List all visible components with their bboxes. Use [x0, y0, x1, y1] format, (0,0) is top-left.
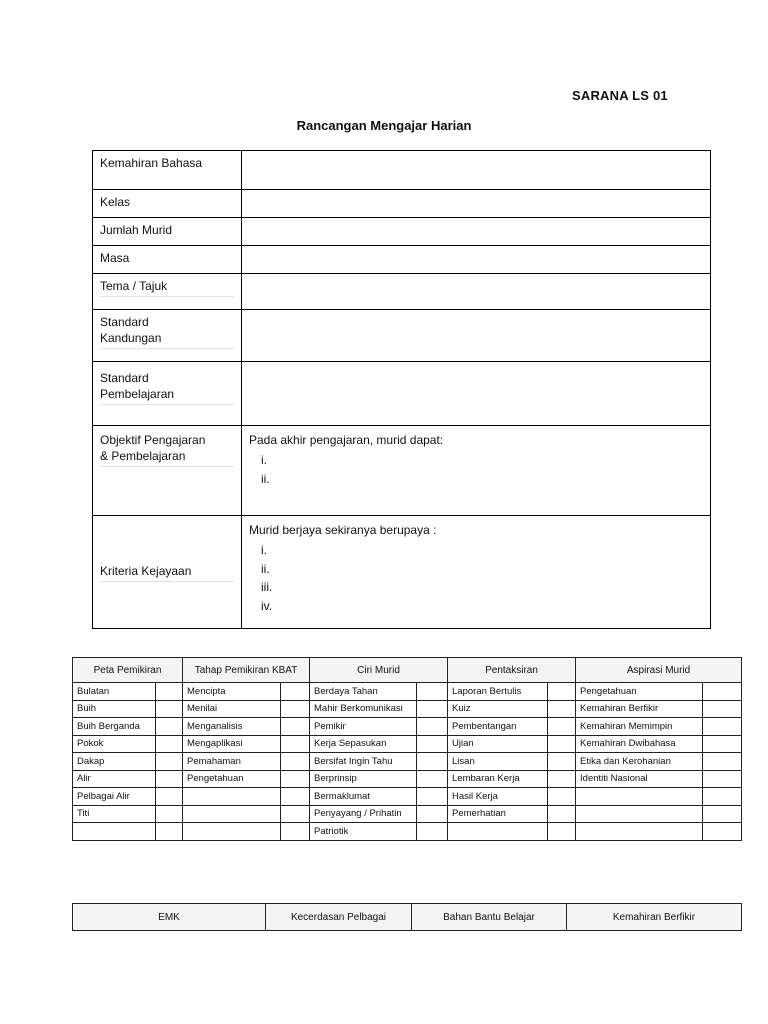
header-kemahiran-berfikir: Kemahiran Berfikir [567, 904, 742, 931]
row-masa [93, 246, 711, 274]
header-peta-pemikiran: Peta Pemikiran [73, 658, 183, 683]
aspirasi-cell: Kemahiran Dwibahasa [576, 735, 703, 753]
row-kelas [93, 190, 711, 218]
ciri-checkbox[interactable] [417, 735, 448, 753]
kriteria-intro: Murid berjaya sekiranya berupaya : [249, 523, 437, 537]
tahap-checkbox[interactable] [281, 805, 310, 823]
pentaksiran-checkbox[interactable] [548, 683, 576, 701]
header-emk: EMK [73, 904, 266, 931]
peta-cell [73, 823, 156, 841]
header-bahan-bantu-belajar: Bahan Bantu Belajar [412, 904, 567, 931]
label-line-2: Pembelajaran [100, 387, 175, 401]
header-ciri-murid: Ciri Murid [310, 658, 448, 683]
tahap-checkbox[interactable] [281, 770, 310, 788]
label-tema [93, 274, 242, 310]
row-tema [93, 274, 711, 310]
header-tahap-pemikiran: Tahap Pemikiran KBAT [183, 658, 310, 683]
tahap-cell: Mencipta [183, 683, 281, 701]
aspirasi-cell: Identiti Nasional [576, 770, 703, 788]
pentaksiran-cell: Pemerhatian [448, 805, 548, 823]
field-kelas[interactable] [242, 190, 711, 218]
label-jumlah-murid: Jumlah Murid [93, 218, 242, 246]
aspirasi-checkbox[interactable] [703, 683, 742, 701]
label-standard-kandungan [93, 310, 242, 362]
peta-checkbox[interactable] [156, 700, 183, 718]
pentaksiran-checkbox[interactable] [548, 805, 576, 823]
pentaksiran-cell: Pembentangan [448, 718, 548, 736]
aspirasi-checkbox[interactable] [703, 718, 742, 736]
label-objektif [93, 426, 242, 516]
row-kemahiran-bahasa [93, 151, 711, 190]
table-row [73, 735, 742, 753]
row-standard-kandungan [93, 310, 711, 362]
table-row [73, 788, 742, 806]
aspirasi-checkbox[interactable] [703, 735, 742, 753]
field-kemahiran-bahasa[interactable] [242, 151, 711, 190]
label-tema-text: Tema / Tajuk [100, 278, 234, 297]
field-masa[interactable] [242, 246, 711, 274]
pentaksiran-checkbox[interactable] [548, 823, 576, 841]
peta-cell: Bulatan [73, 683, 156, 701]
aspirasi-checkbox[interactable] [703, 700, 742, 718]
label-kriteria-text: Kriteria Kejayaan [100, 563, 234, 582]
bottom-header-row [73, 904, 742, 931]
table-row [73, 770, 742, 788]
header-aspirasi-murid: Aspirasi Murid [576, 658, 742, 683]
aspirasi-checkbox[interactable] [703, 788, 742, 806]
tahap-checkbox[interactable] [281, 788, 310, 806]
ciri-checkbox[interactable] [417, 823, 448, 841]
aspirasi-checkbox[interactable] [703, 770, 742, 788]
ciri-cell: Berdaya Tahan [310, 683, 417, 701]
label-objektif-text [100, 432, 234, 467]
pentaksiran-checkbox[interactable] [548, 770, 576, 788]
peta-cell: Buih Berganda [73, 718, 156, 736]
ciri-checkbox[interactable] [417, 788, 448, 806]
table-row [73, 683, 742, 701]
field-standard-kandungan[interactable] [242, 310, 711, 362]
header-pentaksiran: Pentaksiran [448, 658, 576, 683]
row-objektif [93, 426, 711, 516]
ciri-cell: Kerja Sepasukan [310, 735, 417, 753]
objektif-intro: Pada akhir pengajaran, murid dapat: [249, 433, 444, 447]
label-line-2: Kandungan [100, 331, 162, 345]
field-kriteria[interactable] [242, 516, 711, 629]
pentaksiran-cell: Hasil Kerja [448, 788, 548, 806]
pentaksiran-cell [448, 823, 548, 841]
label-line-1: Objektif Pengajaran [100, 433, 206, 447]
list-item: i. [261, 453, 267, 467]
tahap-cell: Menganalisis [183, 718, 281, 736]
pentaksiran-cell: Lembaran Kerja [448, 770, 548, 788]
pentaksiran-cell: Ujian [448, 735, 548, 753]
label-line-1: Standard [100, 371, 149, 385]
label-kemahiran-bahasa: Kemahiran Bahasa [93, 151, 242, 190]
aspirasi-cell [576, 805, 703, 823]
document-title [0, 118, 768, 133]
kbat-checklist-table [72, 657, 742, 841]
peta-checkbox[interactable] [156, 805, 183, 823]
peta-checkbox[interactable] [156, 788, 183, 806]
ciri-cell: Bermaklumat [310, 788, 417, 806]
tahap-cell: Mengaplikasi [183, 735, 281, 753]
objektif-list [249, 451, 703, 488]
label-standard-pembelajaran [93, 362, 242, 426]
pentaksiran-checkbox[interactable] [548, 753, 576, 771]
peta-cell: Pokok [73, 735, 156, 753]
ciri-cell: Penyayang / Prihatin [310, 805, 417, 823]
pentaksiran-checkbox[interactable] [548, 788, 576, 806]
tahap-cell [183, 788, 281, 806]
ciri-cell: Berprinsip [310, 770, 417, 788]
label-standard-pembelajaran-text [100, 370, 234, 405]
kbat-body [73, 683, 742, 841]
label-kriteria [93, 516, 242, 629]
aspirasi-cell: Kemahiran Berfikir [576, 700, 703, 718]
tahap-cell [183, 823, 281, 841]
peta-cell: Pelbagai Alir [73, 788, 156, 806]
kbat-header-row [73, 658, 742, 683]
field-tema[interactable] [242, 274, 711, 310]
label-line-2: & Pembelajaran [100, 449, 186, 463]
label-line-1: Standard [100, 315, 149, 329]
tahap-checkbox[interactable] [281, 683, 310, 701]
pentaksiran-checkbox[interactable] [548, 735, 576, 753]
aspirasi-checkbox[interactable] [703, 823, 742, 841]
tahap-cell [183, 805, 281, 823]
document-code: SARANA LS 01 [572, 88, 668, 103]
bottom-header-table [72, 903, 742, 931]
list-item: i. [261, 543, 267, 557]
peta-checkbox[interactable] [156, 770, 183, 788]
ciri-checkbox[interactable] [417, 805, 448, 823]
list-item: iii. [261, 580, 273, 594]
list-item: ii. [261, 471, 270, 486]
tahap-cell: Menilai [183, 700, 281, 718]
row-jumlah-murid [93, 218, 711, 246]
row-kriteria [93, 516, 711, 629]
aspirasi-cell [576, 823, 703, 841]
label-kelas: Kelas [93, 190, 242, 218]
ciri-checkbox[interactable] [417, 700, 448, 718]
tahap-checkbox[interactable] [281, 700, 310, 718]
label-masa: Masa [93, 246, 242, 274]
list-item: ii. [261, 561, 270, 576]
tahap-checkbox[interactable] [281, 753, 310, 771]
kriteria-list [249, 541, 703, 615]
tahap-cell: Pengetahuan [183, 770, 281, 788]
ciri-cell: Patriotik [310, 823, 417, 841]
ciri-cell: Pemikir [310, 718, 417, 736]
ciri-cell: Mahir Berkomunikasi [310, 700, 417, 718]
peta-cell: Dakap [73, 753, 156, 771]
peta-checkbox[interactable] [156, 718, 183, 736]
ciri-checkbox[interactable] [417, 683, 448, 701]
table-row [73, 823, 742, 841]
pentaksiran-checkbox[interactable] [548, 700, 576, 718]
peta-checkbox[interactable] [156, 735, 183, 753]
table-row [73, 718, 742, 736]
lesson-plan-table [92, 150, 711, 629]
peta-cell: Buih [73, 700, 156, 718]
pentaksiran-cell: Laporan Bertulis [448, 683, 548, 701]
row-standard-pembelajaran [93, 362, 711, 426]
pentaksiran-checkbox[interactable] [548, 718, 576, 736]
aspirasi-cell: Kemahiran Memimpin [576, 718, 703, 736]
pentaksiran-cell: Lisan [448, 753, 548, 771]
field-jumlah-murid[interactable] [242, 218, 711, 246]
field-standard-pembelajaran[interactable] [242, 362, 711, 426]
tahap-checkbox[interactable] [281, 735, 310, 753]
tahap-checkbox[interactable] [281, 718, 310, 736]
header-kecerdasan-pelbagai: Kecerdasan Pelbagai [266, 904, 412, 931]
field-objektif[interactable] [242, 426, 711, 516]
ciri-checkbox[interactable] [417, 770, 448, 788]
aspirasi-checkbox[interactable] [703, 805, 742, 823]
peta-checkbox[interactable] [156, 753, 183, 771]
peta-cell: Titi [73, 805, 156, 823]
aspirasi-cell: Pengetahuan [576, 683, 703, 701]
ciri-checkbox[interactable] [417, 718, 448, 736]
table-row [73, 753, 742, 771]
pentaksiran-cell: Kuiz [448, 700, 548, 718]
peta-checkbox[interactable] [156, 683, 183, 701]
peta-checkbox[interactable] [156, 823, 183, 841]
ciri-cell: Bersifat Ingin Tahu [310, 753, 417, 771]
tahap-checkbox[interactable] [281, 823, 310, 841]
list-item: iv. [261, 598, 273, 613]
tahap-cell: Pemahaman [183, 753, 281, 771]
peta-cell: Alir [73, 770, 156, 788]
table-row [73, 805, 742, 823]
table-row [73, 700, 742, 718]
aspirasi-cell [576, 788, 703, 806]
title-text: Rancangan Mengajar Harian [296, 118, 472, 133]
ciri-checkbox[interactable] [417, 753, 448, 771]
aspirasi-checkbox[interactable] [703, 753, 742, 771]
aspirasi-cell: Etika dan Kerohanian [576, 753, 703, 771]
label-standard-kandungan-text [100, 314, 234, 349]
